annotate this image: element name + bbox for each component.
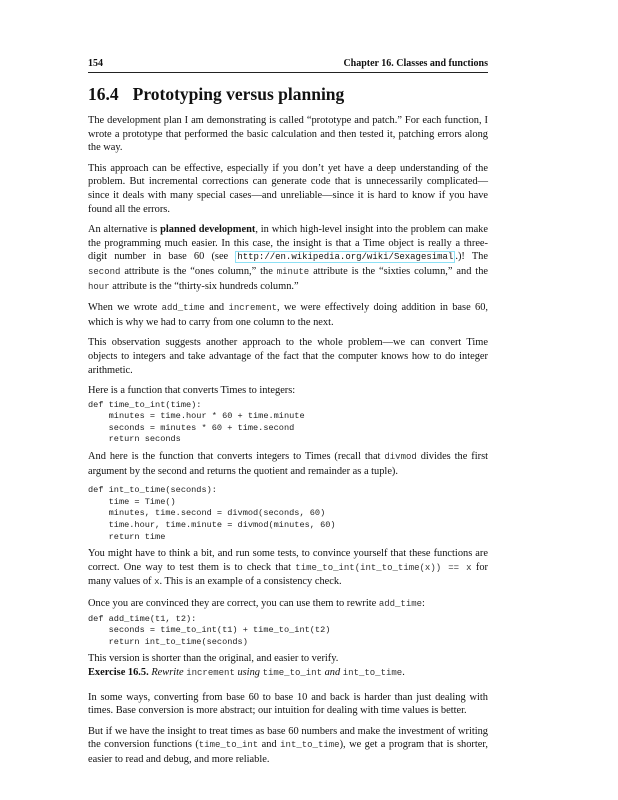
inline-code: hour <box>88 281 110 292</box>
inline-code: divmod <box>384 452 417 463</box>
exercise-label: Exercise 16.5. <box>88 666 149 678</box>
inline-code: increment <box>186 667 235 678</box>
paragraph-add-time: When we wrote add_time and increment, we were effectively doing addition in base 60, which is why we had to carry from one column to the next. <box>88 302 489 328</box>
inline-code: time_to_int(int_to_time(x)) == x <box>295 562 472 573</box>
inline-code: time_to_int <box>262 667 322 678</box>
paragraph-prototype-patch: The development plan I am demonstrating is called “prototype and patch.” For each function, I wrote a prototype that performed the basic calculation and then tested it, patching errors along the way. <box>88 115 488 154</box>
inline-code: increment <box>228 303 278 314</box>
paragraph-shorter: This version is shorter than the original, and easier to verify. <box>88 653 339 665</box>
body-text <box>88 114 488 774</box>
sexagesimal-link[interactable]: http://en.wikipedia.org/wiki/Sexagesimal <box>237 252 454 263</box>
section-heading <box>88 84 344 105</box>
paragraph-planned-development: An alternative is planned development, in which high-level insight into the problem can make the programming much easier. In this case, the insight is that a Time object is really a three-digit number in base 60 (see http://en.wikipedia.org/wiki/Sexagesimal .)! The second attribute is the “ones column,” the minute attribute is the “sixties column,” and the hour attribute is the “thirty-six hundreds column.” <box>88 224 488 292</box>
paragraph-converts-intro: Here is a function that converts Times to integers: <box>88 385 296 397</box>
section-number: 16.4 <box>88 84 119 104</box>
header-rule <box>88 72 488 73</box>
section-title: Prototyping versus planning <box>132 84 345 104</box>
inline-code: int_to_time <box>280 740 340 751</box>
code-block-int-to-time: def int_to_time(seconds): time = Time() minutes, time.second = divmod(seconds, 60) time.hour, time.minute = divmod(minutes, 60) return time <box>88 485 336 542</box>
paragraph-insight: But if we have the insight to treat times as base 60 numbers and make the investment of writing the conversion functions (time_to_int and int_to_time), we get a program that is shorter, easier to read and debug, and more reliable. <box>88 725 488 765</box>
running-header <box>88 58 488 69</box>
paragraph-base-conversion: In some ways, converting from base 60 to base 10 and back is harder than just dealing with times. Base conversion is more abstract; our intuition for dealing with time values is better. <box>88 691 488 717</box>
term-planned-development: planned development <box>160 224 256 236</box>
inline-code: second <box>88 266 121 277</box>
inline-code: time_to_int <box>198 740 259 751</box>
inline-code: minute <box>276 266 310 277</box>
inline-code: add_time <box>161 303 205 314</box>
paragraph-divmod: And here is the function that converts integers to Times (recall that divmod divides the first argument by the second and returns the quotient and remainder as a tuple). <box>88 451 488 477</box>
inline-code: int_to_time <box>342 667 403 678</box>
exercise-16-5: Exercise 16.5. Rewrite increment using time_to_int and int_to_time. <box>88 666 405 678</box>
inline-code: x <box>154 577 160 588</box>
paragraph-approach: This approach can be effective, especially if you don’t yet have a deep understanding of the problem. But incremental corrections can generate code that is unnecessarily complicated—since it deals with many special cases—and unreliable—since it is hard to know if you have found all the errors. <box>88 162 488 215</box>
code-block-add-time: def add_time(t1, t2): seconds = time_to_int(t1) + time_to_int(t2) return int_to_time(seconds) <box>88 613 331 647</box>
code-block-time-to-int: def time_to_int(time): minutes = time.hour * 60 + time.minute seconds = minutes * 60 + time.second return seconds <box>88 399 305 445</box>
chapter-title: Chapter 16. Classes and functions <box>343 58 488 69</box>
paragraph-rewrite: Once you are convinced they are correct, you can use them to rewrite add_time: <box>88 598 425 609</box>
page-number: 154 <box>88 58 103 69</box>
paragraph-observation: This observation suggests another approach to the whole problem—we can convert Time objects to integers and take advantage of the fact that the computer knows how to do integer arithmetic. <box>88 337 488 376</box>
paragraph-consistency-check: You might have to think a bit, and run some tests, to convince yourself that these functions are correct. One way to test them is to check that time_to_int(int_to_time(x)) == x for many values of x. This is an example of a consistency check. <box>88 548 488 588</box>
inline-code: add_time <box>378 599 423 609</box>
